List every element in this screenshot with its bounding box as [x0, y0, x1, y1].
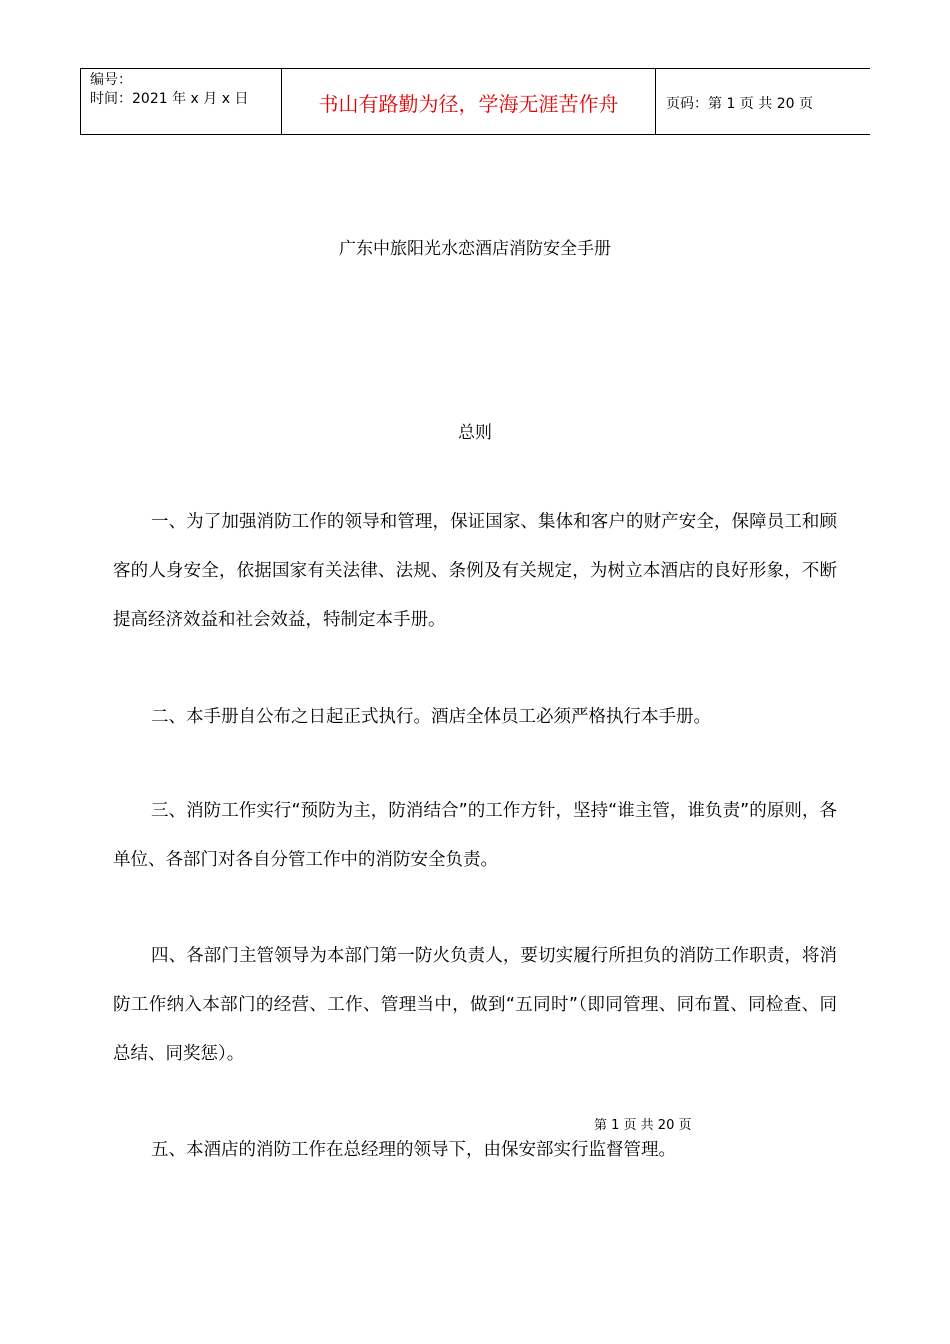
header-meta-cell [81, 69, 282, 134]
number-label: 编号： [90, 72, 132, 88]
paragraph-1: 一、为了加强消防工作的领导和管理，保证国家、集体和客户的财产安全，保障员工和顾客的人身安全，依据国家有关法律、法规、条例及有关规定，为树立本酒店的良好形象，不断提高经济效益和社会效益，特制定本手册。 [113, 512, 837, 630]
time-label: 时间：2021 年 x 月 x 日 [90, 91, 249, 107]
header-motto-cell [282, 69, 656, 134]
motto-text: 书山有路勤为径，学海无涯苦作舟 [318, 92, 619, 116]
document-title: 广东中旅阳光水恋酒店消防安全手册 [339, 239, 611, 259]
header-page-cell [656, 69, 870, 134]
header-table [80, 68, 870, 135]
paragraph-4: 四、各部门主管领导为本部门第一防火负责人，要切实履行所担负的消防工作职责，将消防工作纳入本部门的经营、工作、管理当中，做到“五同时”（即同管理、同布置、同检查、同总结、同奖惩）。 [113, 946, 837, 1064]
page-info: 页码：第 1 页 共 20 页 [666, 95, 813, 112]
paragraph-5: 五、本酒店的消防工作在总经理的领导下，由保安部实行监督管理。 [151, 1140, 676, 1160]
paragraph-2: 二、本手册自公布之日起正式执行。酒店全体员工必须严格执行本手册。 [151, 707, 711, 727]
section-title: 总则 [458, 423, 492, 443]
paragraph-3: 三、消防工作实行“预防为主，防消结合”的工作方针，坚持“谁主管，谁负责”的原则，各单位、各部门对各自分管工作中的消防安全负责。 [113, 801, 837, 870]
page-footer: 第 1 页 共 20 页 [594, 1118, 692, 1133]
